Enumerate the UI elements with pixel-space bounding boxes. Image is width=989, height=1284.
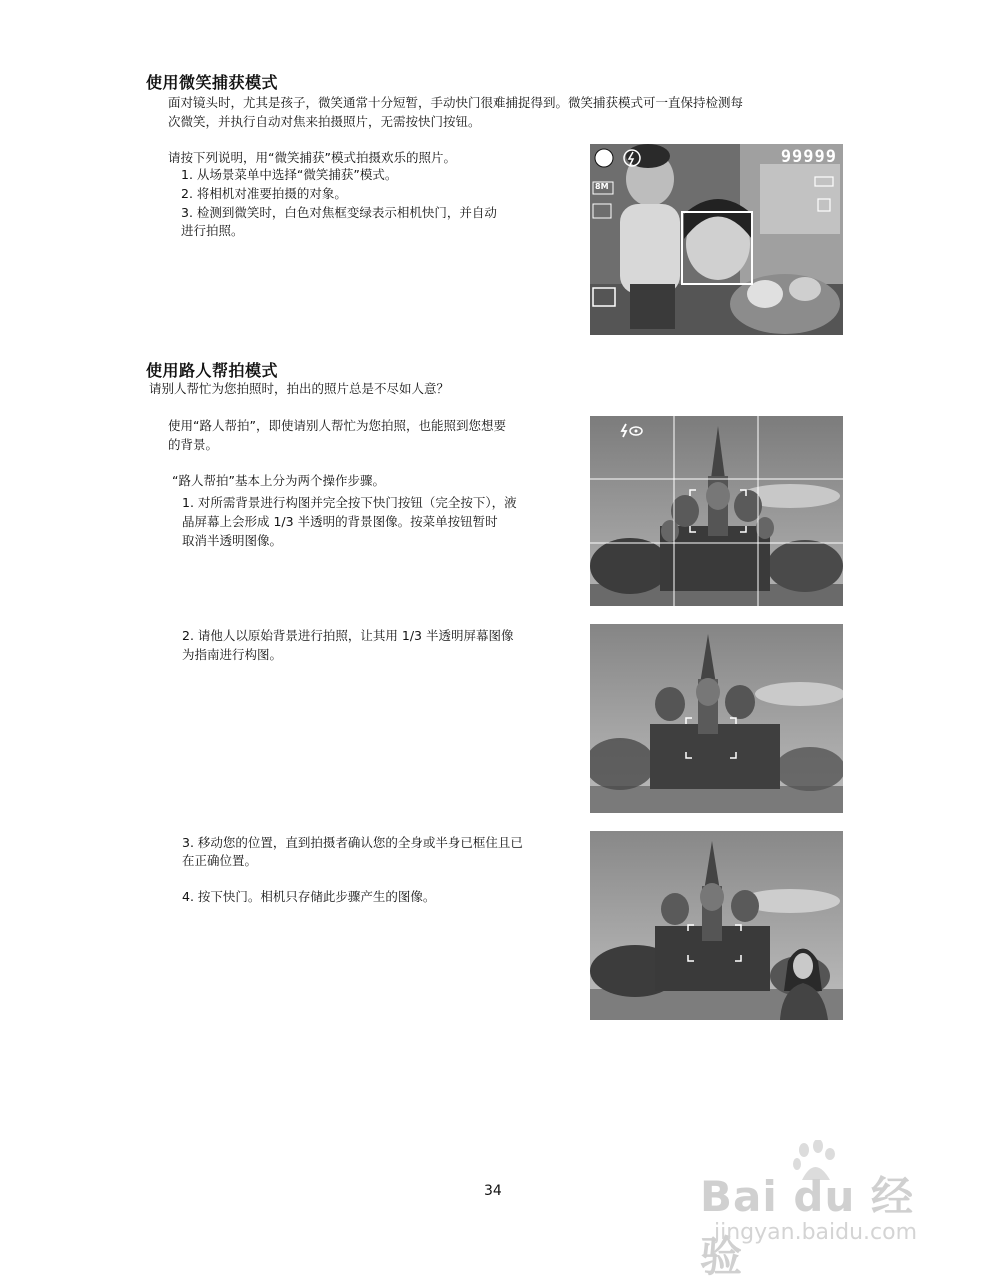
step2-line-1: 2. 请他人以原始背景进行拍照，让其用 1/3 半透明屏幕图像 [182,628,514,643]
watermark-url: jingyan.baidu.com [714,1220,918,1245]
page-number: 34 [484,1183,502,1199]
intro-line-2: 次微笑，并执行自动对焦来拍摄照片，无需按快门按钮。 [168,114,481,129]
watermark-logo-text: Bai du 经验 [700,1172,914,1281]
intro-line-1: 面对镜头时，尤其是孩子，微笑通常十分短暂，手动快门很难捕捉得到。微笑捕获模式可一直保持检测每 [168,95,744,110]
step1-line-2: 晶屏幕上会形成 1/3 半透明的背景图像。按菜单按钮暂时 [182,514,498,529]
baidu-jingyan-watermark [700,1140,930,1281]
step-3: 3. 检测到微笑时，白色对焦框变绿表示相机快门，并自动 [181,205,497,220]
cathedral-grid-photo [590,416,843,606]
step1-line-1: 1. 对所需背景进行构图并完全按下快门按钮（完全按下），液 [182,495,517,510]
smile-capture-screen-photo [590,144,843,335]
resolution-indicator: 8M [595,182,609,191]
cathedral-translucent-photo [590,624,843,813]
step2-line-2: 为指南进行构图。 [182,647,283,662]
section-title-passerby-mode: 使用路人帮拍模式 [146,361,279,380]
section2-subtitle: 请别人帮忙为您拍照时，拍出的照片总是不尽如人意？ [149,381,450,396]
step-1: 1. 从场景菜单中选择“微笑捕获”模式。 [181,167,398,182]
para2-text: “路人帮拍”基本上分为两个操作步骤。 [172,473,385,488]
shots-remaining-counter: 99999 [780,147,837,167]
para1-line-1: 使用“路人帮拍”，即使请别人帮忙为您拍照，也能照到您想要 [168,418,506,433]
section-title-smile-capture: 使用微笑捕获模式 [146,73,279,92]
instruction-text: 请按下列说明，用“微笑捕获”模式拍摄欢乐的照片。 [168,150,456,165]
step1-line-3: 取消半透明图像。 [182,533,283,548]
cathedral-with-person-photo [590,831,843,1020]
step-3-cont: 进行拍照。 [181,223,244,238]
para1-line-2: 的背景。 [168,437,219,452]
step3-line-1: 3. 移动您的位置，直到拍摄者确认您的全身或半身已框住且已 [182,835,523,850]
step3-line-2: 在正确位置。 [182,853,258,868]
step-2: 2. 将相机对准要拍摄的对象。 [181,186,347,201]
step4-text: 4. 按下快门。相机只存储此步骤产生的图像。 [182,889,436,904]
